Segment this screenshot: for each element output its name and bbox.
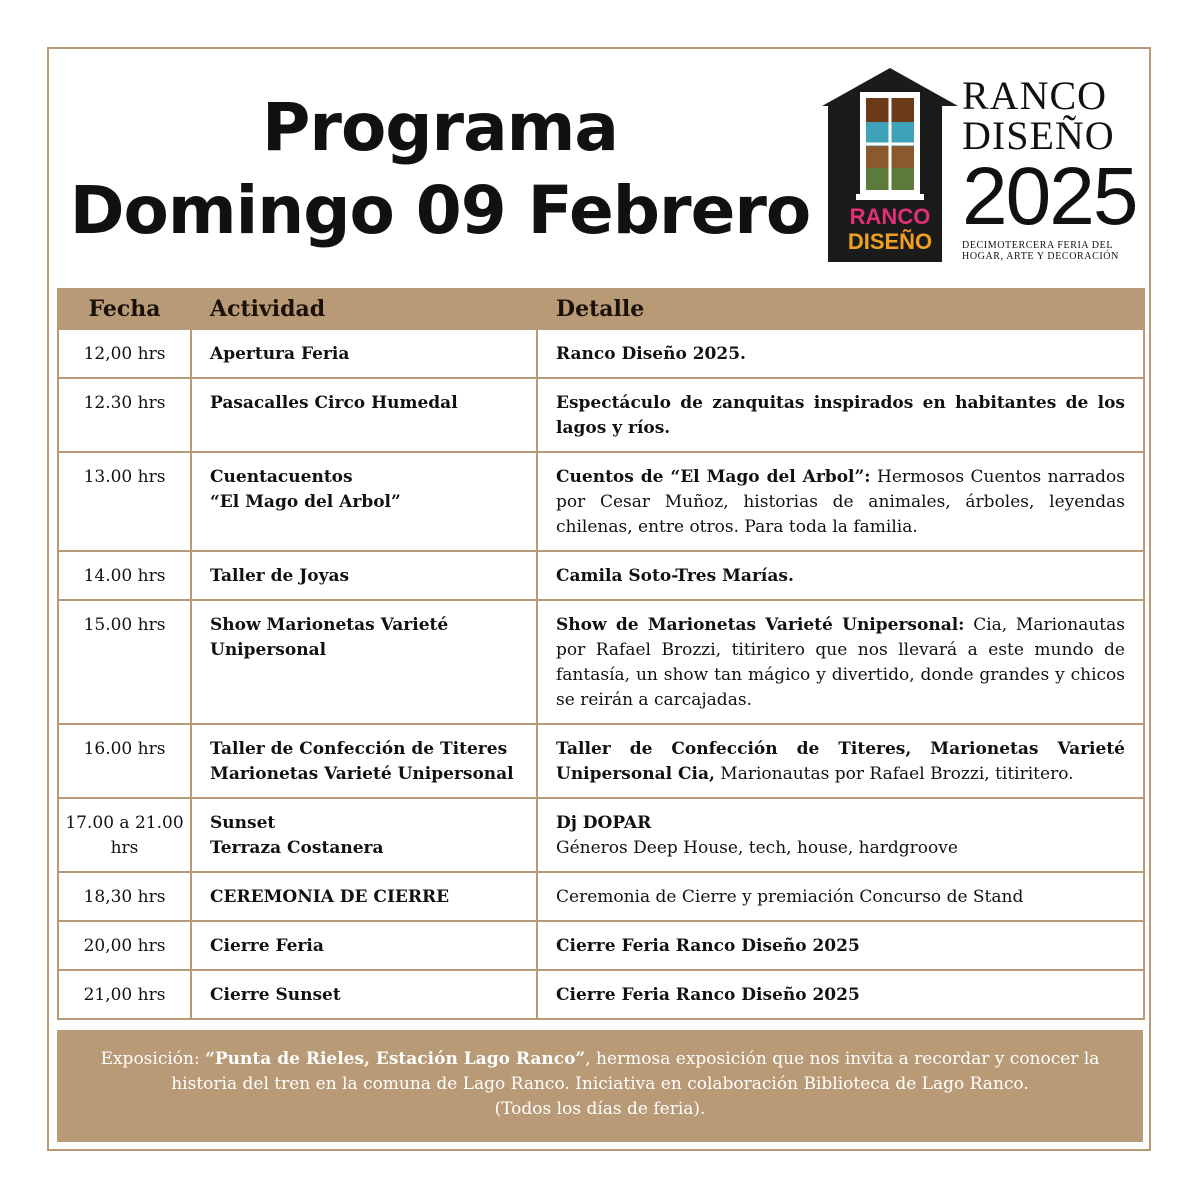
row-activity-line-1: Taller de Joyas [210, 566, 350, 586]
row-time: 16.00 hrs [58, 724, 191, 798]
row-activity-line-1: Cuentacuentos [210, 467, 353, 487]
brand-year: 2025 [962, 151, 1137, 242]
house-logo-icon [820, 66, 960, 266]
logo-mark-text-1: RANCO [849, 204, 931, 229]
table-row [58, 872, 1144, 921]
row-activity [191, 921, 537, 970]
table-row [58, 970, 1144, 1019]
page-title [60, 88, 820, 254]
row-activity-line-2: Marionetas Varieté Unipersonal [210, 764, 514, 784]
program-table [57, 288, 1145, 1020]
row-detail [537, 798, 1144, 872]
row-detail [537, 970, 1144, 1019]
row-detail-text: Marionautas por Rafael Brozzi, titiritero. [714, 764, 1074, 784]
row-detail-bold: Cierre Feria Ranco Diseño 2025 [556, 985, 860, 1005]
footer-note: (Todos los días de feria). [494, 1099, 706, 1119]
title-line-2: Domingo 09 Febrero [69, 172, 811, 249]
row-detail-bold: Espectáculo de zanquitas inspirados en habitantes de los lagos y ríos. [556, 393, 1125, 438]
row-detail [537, 452, 1144, 551]
logo-mark-text-2: DISEÑO [847, 229, 933, 254]
row-time: 18,30 hrs [58, 872, 191, 921]
header-activity: Actividad [191, 289, 537, 329]
row-detail-text: Géneros Deep House, tech, house, hardgroove [556, 838, 958, 858]
brand-tagline-2: HOGAR, ARTE Y DECORACIÓN [962, 251, 1119, 262]
row-time: 12,00 hrs [58, 329, 191, 378]
footer-prefix: Exposición: [100, 1049, 206, 1069]
row-detail-bold: Show de Marionetas Varieté Unipersonal: [556, 615, 965, 635]
row-activity [191, 329, 537, 378]
row-detail [537, 724, 1144, 798]
brand-line-1: RANCO [962, 73, 1108, 118]
row-activity-line-2: Unipersonal [210, 640, 327, 660]
table-row [58, 798, 1144, 872]
footer-body: , hermosa exposición que nos invita a recordar y conocer la historia del tren en la comuna de Lago Ranco. Iniciativa en colaboración Biblioteca de Lago Ranco. [171, 1049, 1100, 1094]
row-time: 21,00 hrs [58, 970, 191, 1019]
row-detail-text: Cia, Marionautas por Rafael Brozzi, titiritero que nos llevará a este mundo de fantasía, un show tan mágico y divertido, donde grandes y chicos se reirán a carcajadas. [556, 615, 1125, 710]
row-time: 12.30 hrs [58, 378, 191, 452]
brand-wordmark [962, 73, 1137, 262]
row-activity [191, 724, 537, 798]
row-activity-line-2: Terraza Costanera [210, 838, 384, 858]
row-detail-bold: Taller de Confección de Titeres, Marionetas Varieté Unipersonal Cia, [556, 739, 1125, 784]
row-detail [537, 921, 1144, 970]
row-activity-line-1: Taller de Confección de Titeres [210, 739, 508, 759]
table-row [58, 329, 1144, 378]
header-date: Fecha [58, 289, 191, 329]
table-row [58, 378, 1144, 452]
footer-highlight: “Punta de Rieles, Estación Lago Ranco” [205, 1049, 586, 1069]
table-row [58, 600, 1144, 724]
title-line-1: Programa [262, 89, 618, 166]
table-row [58, 724, 1144, 798]
row-detail [537, 551, 1144, 600]
row-activity-line-1: CEREMONIA DE CIERRE [210, 887, 450, 907]
row-activity-line-1: Show Marionetas Varieté [210, 615, 449, 635]
table-row [58, 551, 1144, 600]
row-activity-line-1: Cierre Feria [210, 936, 324, 956]
row-activity [191, 452, 537, 551]
row-detail [537, 329, 1144, 378]
table-row [58, 921, 1144, 970]
footer-text [87, 1047, 1113, 1097]
row-activity-line-1: Pasacalles Circo Humedal [210, 393, 458, 413]
row-activity-line-1: Sunset [210, 813, 276, 833]
row-time: 14.00 hrs [58, 551, 191, 600]
row-activity-line-1: Apertura Feria [210, 344, 350, 364]
row-detail-bold: Ranco Diseño 2025. [556, 344, 746, 364]
row-time: 20,00 hrs [58, 921, 191, 970]
exhibition-footer [57, 1030, 1143, 1142]
row-activity [191, 378, 537, 452]
row-detail [537, 600, 1144, 724]
table-header-row [58, 289, 1144, 329]
brand-tagline-1: DECIMOTERCERA FERIA DEL [962, 240, 1114, 251]
row-activity-line-2: “El Mago del Arbol” [210, 492, 401, 512]
row-detail [537, 378, 1144, 452]
row-time: 15.00 hrs [58, 600, 191, 724]
row-time: 13.00 hrs [58, 452, 191, 551]
row-detail-bold: Cuentos de “El Mago del Arbol”: [556, 467, 871, 487]
row-activity [191, 600, 537, 724]
row-activity [191, 551, 537, 600]
row-detail-bold: Camila Soto-Tres Marías. [556, 566, 794, 586]
row-detail-text: Ceremonia de Cierre y premiación Concurso de Stand [556, 887, 1024, 907]
table-row [58, 452, 1144, 551]
row-detail [537, 872, 1144, 921]
row-detail-bold: Dj DOPAR [556, 813, 652, 833]
row-activity-line-1: Cierre Sunset [210, 985, 341, 1005]
row-time: 17.00 a 21.00 hrs [58, 798, 191, 872]
row-detail-bold: Cierre Feria Ranco Diseño 2025 [556, 936, 860, 956]
row-activity [191, 872, 537, 921]
row-detail-text: Hermosos Cuentos narrados por Cesar Muñoz, historias de animales, árboles, leyendas chilenas, entre otros. Para toda la familia. [556, 467, 1125, 537]
row-activity [191, 970, 537, 1019]
brand-line-2: DISEÑO [962, 113, 1115, 158]
header-detail: Detalle [537, 289, 1144, 329]
row-activity [191, 798, 537, 872]
